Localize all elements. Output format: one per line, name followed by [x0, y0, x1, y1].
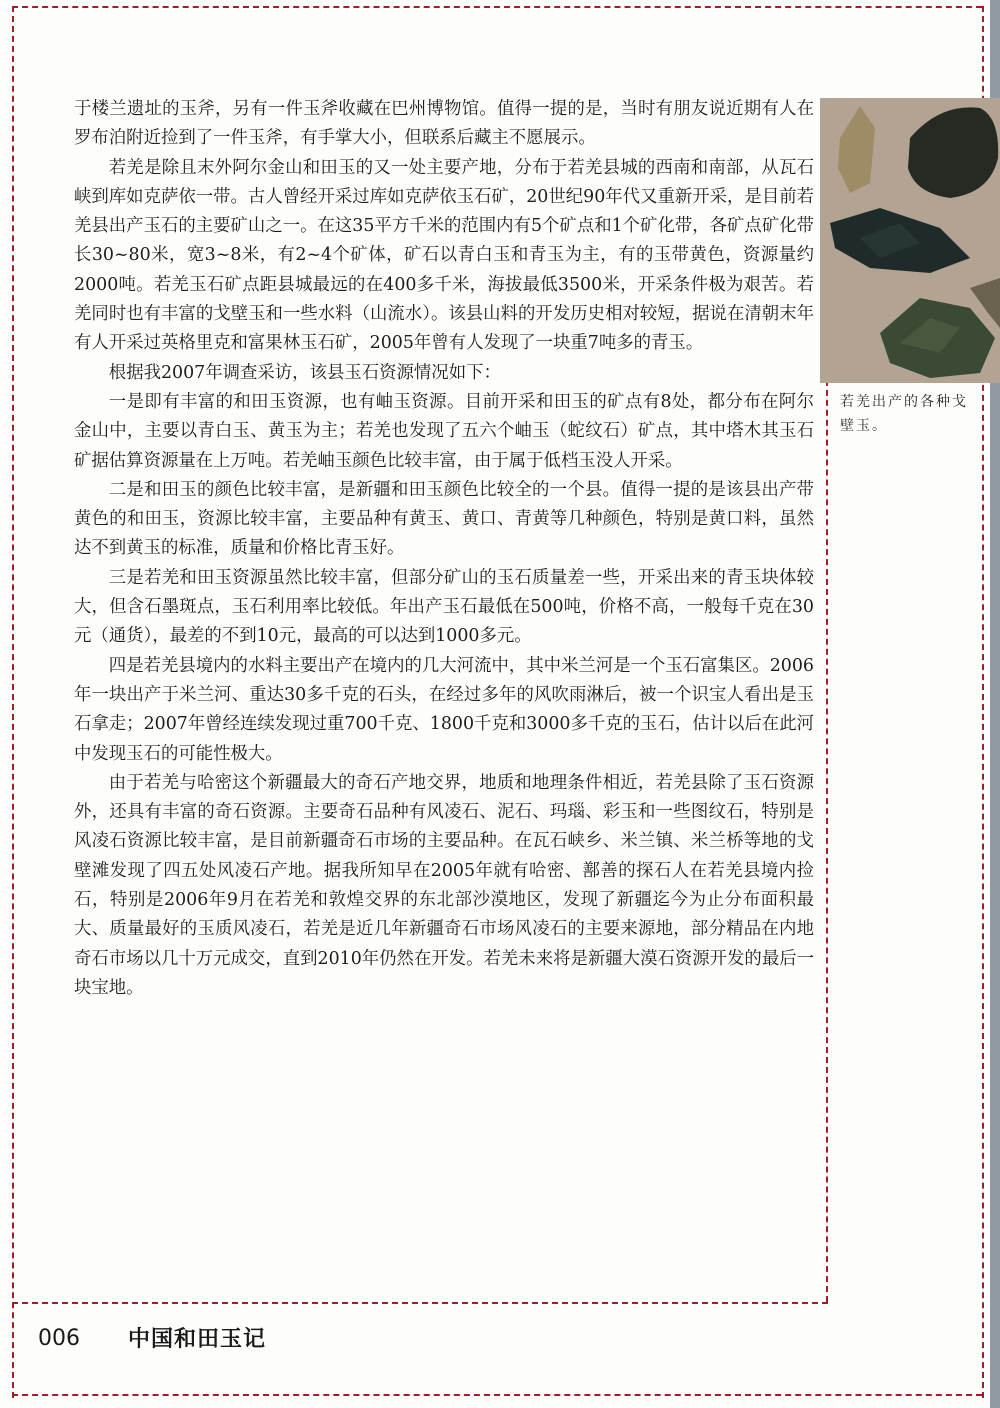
body-text [74, 95, 814, 1003]
gobi-jade-photo [820, 98, 1000, 383]
text-bottom-dashed-line [12, 1302, 828, 1304]
top-dashed-border [12, 6, 982, 8]
paragraph: 三是若羌和田玉资源虽然比较丰富，但部分矿山的玉石质量差一些，开采出来的青玉块体较大，但含石墨斑点，玉石利用率比较低。年出产玉石最低在500吨，价格不高，一般每千克在30元（通货），最差的不到10元，最高的可以达到1000多元。 [74, 567, 814, 647]
page-number: 006 [38, 1326, 80, 1351]
paragraph: 若羌是除且末外阿尔金山和田玉的又一处主要产地，分布于若羌县城的西南和南部，从瓦石峡到库如克萨依一带。古人曾经开采过库如克萨依玉石矿，20世纪90年代又重新开采，是目前若羌县出产玉石的主要矿山之一。在这35平方千米的范围内有5个矿点和1个矿化带，各矿点矿化带长30~80米，宽3~8米，有2~4个矿体，矿石以青白玉和青玉为主，有的玉带黄色，资源量约2000吨。若羌玉石矿点距县城最远的在400多千米，海拔最低3500米，开采条件极为艰苦。若羌同时也有丰富的戈壁玉和一些水料（山流水）。该县山料的开发历史相对较短，据说在清朝末年有人开采过英格里克和富果林玉石矿，2005年曾有人发现了一块重7吨多的青玉。 [74, 157, 814, 354]
page-bottom-dashed-border [12, 1394, 982, 1396]
book-title: 中国和田玉记 [128, 1326, 267, 1352]
column-divider-dashed-line [826, 350, 828, 1302]
paragraph: 一是即有丰富的和田玉资源，也有岫玉资源。目前开采和田玉的矿点有8处，都分布在阿尔金山中，主要以青白玉、黄玉为主；若羌也发现了五六个岫玉（蛇纹石）矿点，其中塔木其玉石矿据估算资源量在上万吨。若羌岫玉颜色比较丰富，由于属于低档玉没人开采。 [74, 391, 814, 471]
left-dashed-border [12, 6, 14, 1398]
paragraph: 根据我2007年调查采访，该县玉石资源情况如下： [108, 362, 501, 383]
paragraph: 二是和田玉的颜色比较丰富，是新疆和田玉颜色比较全的一个县。值得一提的是该县出产带黄色的和田玉，资源比较丰富，主要品种有黄玉、黄口、青黄等几种颜色，特别是黄口料，虽然达不到黄玉的标准，质量和价格比青玉好。 [74, 479, 814, 559]
gobi-jade-stones-illustration [820, 98, 1000, 383]
paragraph: 由于若羌与哈密这个新疆最大的奇石产地交界，地质和地理条件相近，若羌县除了玉石资源外，还具有丰富的奇石资源。主要奇石品种有风凌石、泥石、玛瑙、彩玉和一些图纹石，特别是风凌石资源比较丰富，是目前新疆奇石市场的主要品种。在瓦石峡乡、米兰镇、米兰桥等地的戈壁滩发现了四五处风凌石产地。据我所知早在2005年就有哈密、鄯善的探石人在若羌县境内捡石，特别是2006年9月在若羌和敦煌交界的东北部沙漠地区，发现了新疆迄今为止分布面积最大、质量最好的玉质风凌石，若羌是近几年新疆奇石市场风凌石的主要来源地，部分精品在内地奇石市场以几十万元成交，直到2010年仍然在开发。若羌未来将是新疆大漠石资源开发的最后一块宝地。 [74, 772, 814, 998]
paragraph: 于楼兰遗址的玉斧，另有一件玉斧收藏在巴州博物馆。值得一提的是，当时有朋友说近期有人在罗布泊附近捡到了一件玉斧，有手掌大小，但联系后藏主不愿展示。 [74, 99, 814, 149]
paragraph: 四是若羌县境内的水料主要出产在境内的几大河流中，其中米兰河是一个玉石富集区。2006年一块出产于米兰河、重达30多千克的石头，在经过多年的风吹雨淋后，被一个识宝人看出是玉石拿走；2007年曾经连续发现过重700千克、1800千克和3000多千克的玉石，估计以后在此河中发现玉石的可能性极大。 [74, 655, 814, 764]
photo-caption: 若羌出产的各种戈壁玉。 [840, 394, 968, 434]
